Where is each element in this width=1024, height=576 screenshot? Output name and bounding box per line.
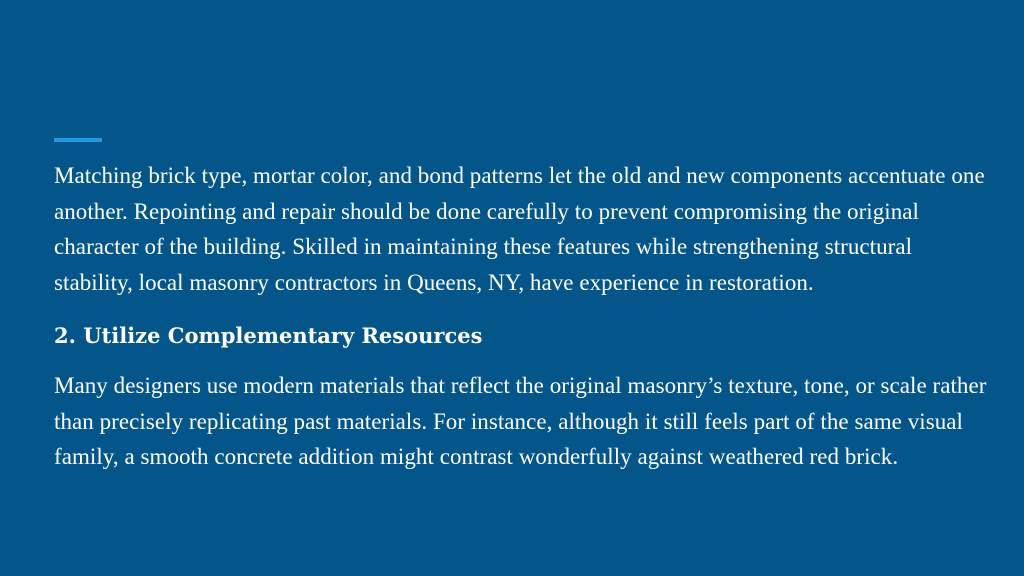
slide-content <box>54 158 994 475</box>
body-paragraph-1: Matching brick type, mortar color, and bond patterns let the old and new components accentuate one another. Repointing and repair should be done carefully to prevent compromising the original character of the building. Skilled in maintaining these features while strengthening structural stability, local masonry contractors in Queens, NY, have experience in restoration. <box>54 163 985 295</box>
body-paragraph-2: Many designers use modern materials that reflect the original masonry’s texture, tone, or scale rather than precisely replicating past materials. For instance, although it still feels part of the same visual family, a smooth concrete addition might contrast wonderfully against weathered red brick. <box>54 373 987 469</box>
section-heading: 2. Utilize Complementary Resources <box>54 323 483 348</box>
accent-bar <box>54 138 102 142</box>
